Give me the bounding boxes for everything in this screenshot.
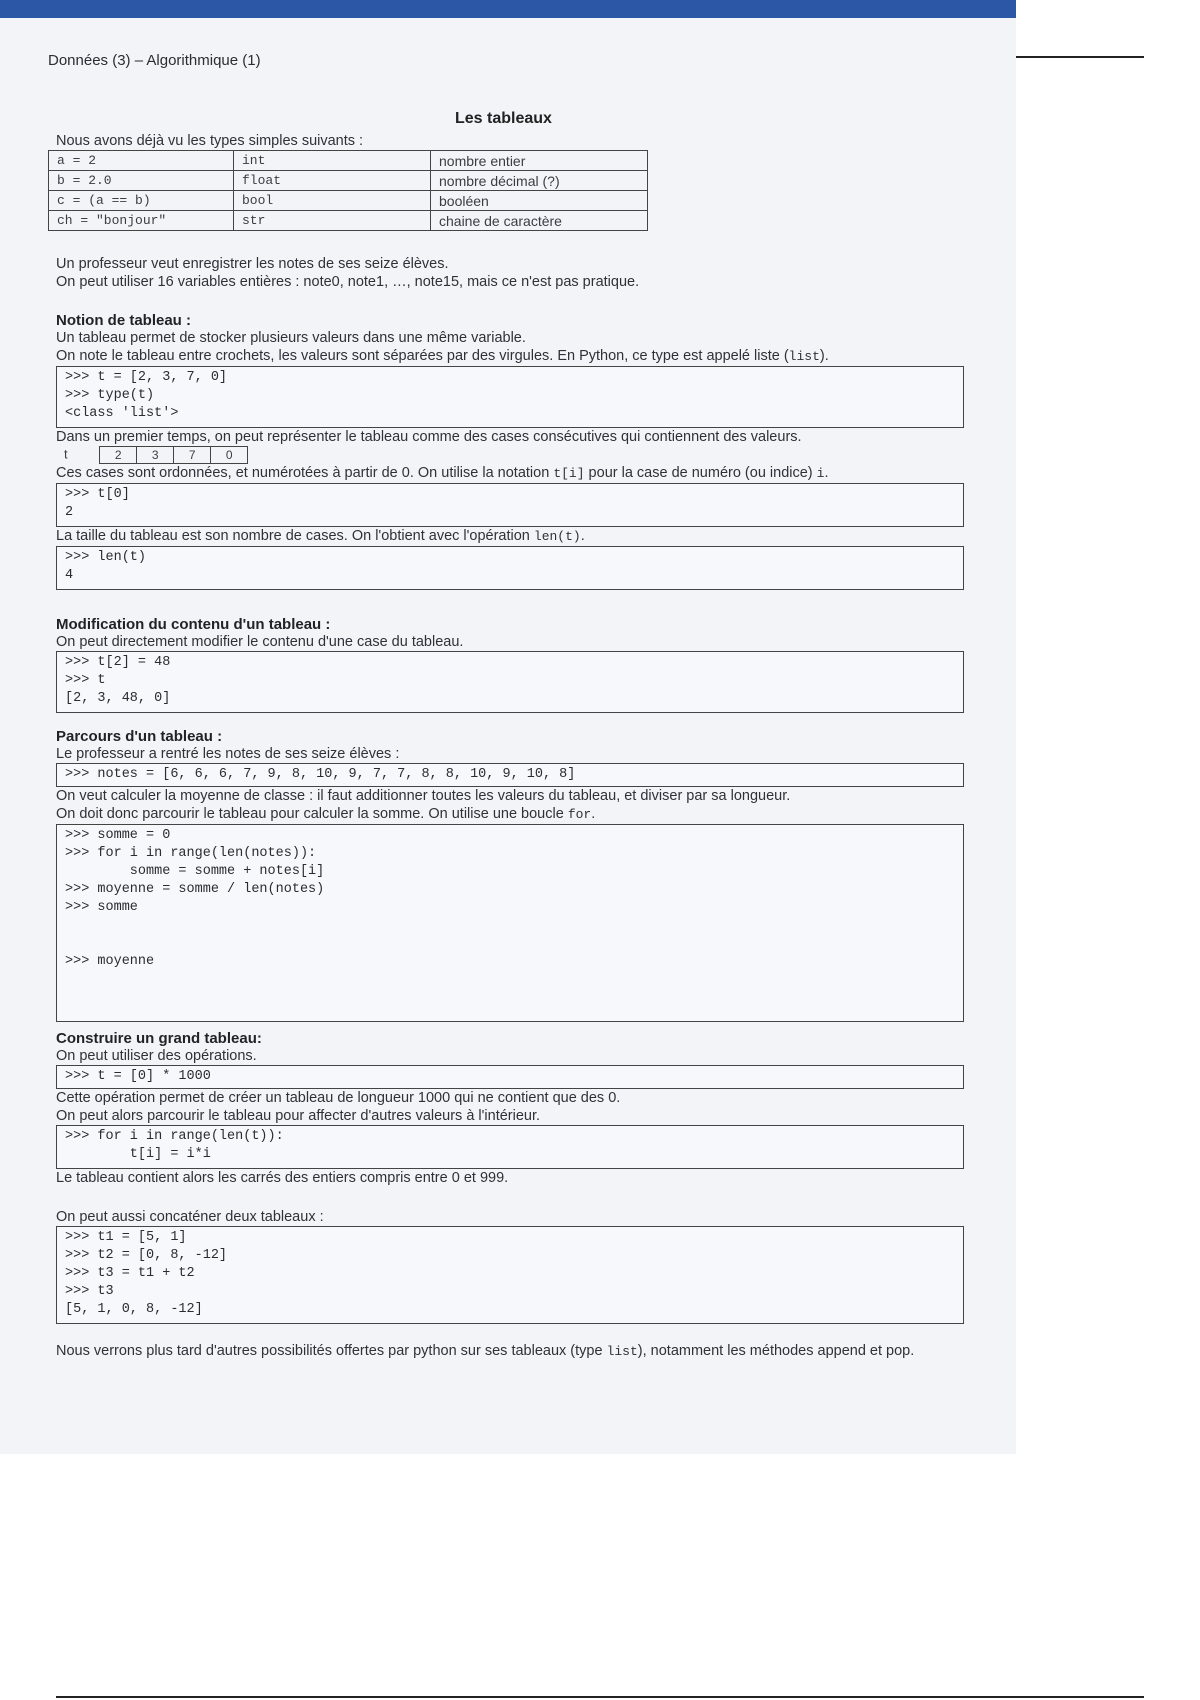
text-line: Un professeur veut enregistrer les notes de ses seize élèves. xyxy=(56,256,449,272)
code-block: >>> t[0] 2 xyxy=(56,483,964,527)
array-cell: 7 xyxy=(174,447,211,464)
text-line: On peut alors parcourir le tableau pour affecter d'autres valeurs à l'intérieur. xyxy=(56,1108,541,1124)
types-table-cell: bool xyxy=(234,191,431,211)
section-heading: Notion de tableau : xyxy=(56,312,191,329)
text-line: On note le tableau entre crochets, les valeurs sont séparées par des virgules. En Python, ce type est appelé liste (list). xyxy=(56,348,829,364)
text-line: Le professeur a rentré les notes de ses seize élèves : xyxy=(56,746,400,762)
types-table-row xyxy=(49,211,648,231)
bottom-divider-line xyxy=(56,1696,1144,1698)
text-line: On peut utiliser des opérations. xyxy=(56,1048,257,1064)
text-line: On doit donc parcourir le tableau pour calculer la somme. On utilise une boucle for. xyxy=(56,806,596,822)
text-line: Cette opération permet de créer un tableau de longueur 1000 qui ne contient que des 0. xyxy=(56,1090,621,1106)
code-block: >>> for i in range(len(t)): t[i] = i*i xyxy=(56,1125,964,1169)
section-modification xyxy=(56,616,964,713)
section-grand-tableau xyxy=(56,1030,964,1187)
text-line: Dans un premier temps, on peut représenter le tableau comme des cases consécutives qui contiennent des valeurs. xyxy=(56,429,802,445)
array-cell: 0 xyxy=(211,447,248,464)
types-table-row xyxy=(49,191,648,211)
section-heading: Modification du contenu d'un tableau : xyxy=(56,616,331,633)
types-table-cell: chaine de caractère xyxy=(431,211,648,231)
code-block: >>> t = [0] * 1000 xyxy=(56,1065,964,1089)
array-cell: 2 xyxy=(100,447,137,464)
types-table xyxy=(48,150,648,231)
section-heading: Parcours d'un tableau : xyxy=(56,728,223,745)
section-parcours xyxy=(56,728,964,1022)
text-line: On peut aussi concaténer deux tableaux : xyxy=(56,1209,324,1225)
array-label: t xyxy=(64,446,68,462)
types-table-cell: nombre décimal (?) xyxy=(431,171,648,191)
text-line: On peut directement modifier le contenu d'une case du tableau. xyxy=(56,634,464,650)
code-block: >>> len(t) 4 xyxy=(56,546,964,590)
code-block: >>> t = [2, 3, 7, 0] >>> type(t) <class 'list'> xyxy=(56,366,964,428)
section-concatenation xyxy=(56,1208,964,1324)
text-line: La taille du tableau est son nombre de cases. On l'obtient avec l'opération len(t). xyxy=(56,528,585,544)
intro-line: Nous avons déjà vu les types simples suivants : xyxy=(56,133,364,149)
types-table-cell: nombre entier xyxy=(431,151,648,171)
text-line: Le tableau contient alors les carrés des entiers compris entre 0 et 999. xyxy=(56,1170,509,1186)
paragraph-intro xyxy=(56,255,964,291)
array-diagram xyxy=(64,446,964,464)
types-table-cell: int xyxy=(234,151,431,171)
types-table-cell: str xyxy=(234,211,431,231)
code-block: >>> somme = 0 >>> for i in range(len(notes)): somme = somme + notes[i] >>> moyenne = somme / len(notes) >>> somme >>> moyenne xyxy=(56,824,964,1022)
text-line: Un tableau permet de stocker plusieurs valeurs dans une même variable. xyxy=(56,330,526,346)
types-table-row xyxy=(49,171,648,191)
text-line: Nous verrons plus tard d'autres possibilités offertes par python sur ses tableaux (type list), notamment les méthodes append et pop. xyxy=(56,1343,915,1359)
top-divider-line xyxy=(1016,56,1144,58)
document-title: Les tableaux xyxy=(455,110,552,127)
closing-paragraph xyxy=(56,1342,964,1361)
section-heading: Construire un grand tableau: xyxy=(56,1030,262,1047)
code-block: >>> t1 = [5, 1] >>> t2 = [0, 8, -12] >>> t3 = t1 + t2 >>> t3 [5, 1, 0, 8, -12] xyxy=(56,1226,964,1324)
text-line: On peut utiliser 16 variables entières : note0, note1, …, note15, mais ce n'est pas pratique. xyxy=(56,274,640,290)
scan-top-edge xyxy=(0,0,1016,18)
section-notion xyxy=(56,312,964,590)
text-line: On veut calculer la moyenne de classe : il faut additionner toutes les valeurs du tableau, et diviser par sa longueur. xyxy=(56,788,791,804)
types-table-cell: float xyxy=(234,171,431,191)
code-block: >>> t[2] = 48 >>> t [2, 3, 48, 0] xyxy=(56,651,964,713)
types-table-cell: booléen xyxy=(431,191,648,211)
array-cell: 3 xyxy=(137,447,174,464)
types-table-cell: a = 2 xyxy=(49,151,234,171)
types-table-cell: c = (a == b) xyxy=(49,191,234,211)
types-table-cell: b = 2.0 xyxy=(49,171,234,191)
array-cells xyxy=(99,446,248,464)
code-block: >>> notes = [6, 6, 6, 7, 9, 8, 10, 9, 7, 7, 8, 8, 10, 9, 10, 8] xyxy=(56,763,964,787)
document-header: Données (3) – Algorithmique (1) xyxy=(48,52,261,69)
types-table-cell: ch = "bonjour" xyxy=(49,211,234,231)
text-line: Ces cases sont ordonnées, et numérotées à partir de 0. On utilise la notation t[i] pour la case de numéro (ou indice) i. xyxy=(56,465,829,481)
types-table-row xyxy=(49,151,648,171)
